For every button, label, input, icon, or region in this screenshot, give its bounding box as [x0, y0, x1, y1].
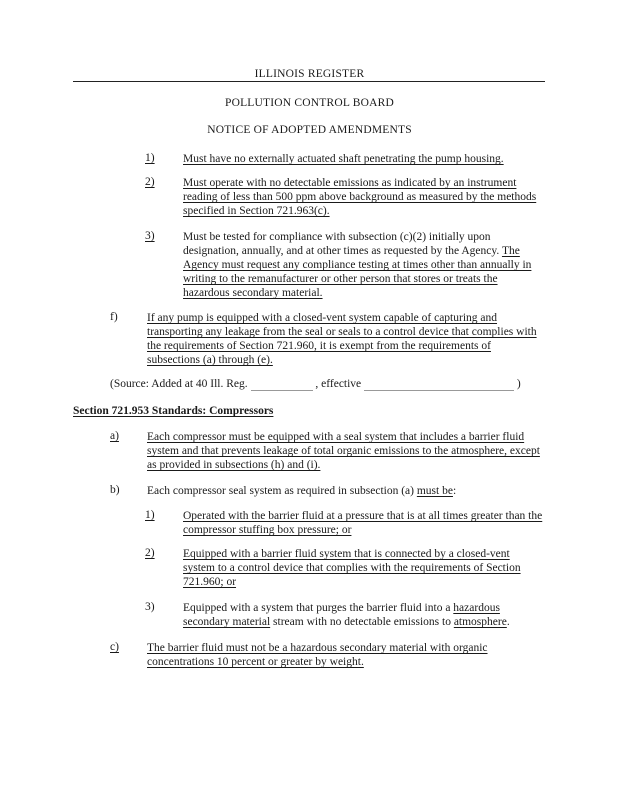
item-b-sub-3-text: Equipped with a system that purges the barrier fluid into a hazardous secondary material stream with no detectable emissions to atmosphere. — [183, 602, 510, 628]
item-b-sub-3-number: 3) — [145, 601, 155, 613]
source-prefix: (Source: Added at 40 Ill. Reg. — [110, 378, 248, 390]
pump-item-3-text — [183, 230, 543, 300]
pump-item-2-text: Must operate with no detectable emissions as indicated by an instrument reading of less than 500 ppm above background as measured by the methods specified in Section 721.963(c). — [183, 177, 537, 217]
pump-item-3-text-underlined: The Agency must request any compliance testing at times other than annually in writing to the remanufacturer or other person that stores or treats the hazardous secondary material. — [183, 245, 532, 299]
source-line — [110, 377, 550, 391]
item-c-number: c) — [110, 641, 119, 653]
register-title: ILLINOIS REGISTER — [254, 68, 365, 80]
pump-item-3-number: 3) — [145, 230, 155, 242]
pump-item-1-text: Must have no externally actuated shaft penetrating the pump housing. — [183, 153, 504, 165]
header-rule — [73, 81, 545, 82]
item-b-text: Each compressor seal system as required in subsection (a) must be: — [147, 485, 457, 497]
item-b-number: b) — [110, 484, 120, 496]
item-b-sub-1-number: 1) — [145, 509, 155, 521]
item-b-sub-2-number: 2) — [145, 547, 155, 559]
item-a-number: a) — [110, 430, 119, 442]
item-f-number: f) — [110, 311, 118, 323]
item-c-text: The barrier fluid must not be a hazardous secondary material with organic concentrations 10 percent or greater by weight. — [147, 642, 488, 668]
item-b-sub-1-text: Operated with the barrier fluid at a pressure that is at all times greater than the compressor stuffing box pressure; or — [183, 510, 543, 536]
section-heading: Section 721.953 Standards: Compressors — [73, 405, 274, 417]
pump-item-2-number: 2) — [145, 176, 155, 188]
item-a-text: Each compressor must be equipped with a seal system that includes a barrier fluid system and that prevents leakage of total organic emissions to the atmosphere, except as provided in subsections (h) and (i). — [147, 431, 540, 471]
board-title: POLLUTION CONTROL BOARD — [224, 97, 394, 109]
source-date-blank — [364, 379, 514, 391]
source-suffix: ) — [516, 378, 521, 390]
source-mid: , effective — [315, 378, 362, 390]
pump-item-1-number: 1) — [145, 152, 155, 164]
item-b-sub-2-text: Equipped with a barrier fluid system that is connected by a closed-vent system to a control device that complies with the requirements of Section 721.960; or — [183, 548, 521, 588]
item-f-text: If any pump is equipped with a closed-vent system capable of capturing and transporting any leakage from the seal or seals to a control device that complies with the requirements of Section 721.960, it is exempt from the requirements of subsections (a) through (e). — [147, 312, 537, 366]
item-b-sub-3-underlined-2: atmosphere — [453, 616, 507, 628]
item-b-must-be: must be — [416, 485, 453, 497]
notice-title: NOTICE OF ADOPTED AMENDMENTS — [207, 124, 412, 136]
source-volume-blank — [251, 379, 313, 391]
item-b-sub-3-underlined-1: hazardous secondary material — [183, 602, 500, 628]
pump-item-3-text-plain: Must be tested for compliance with subsection (c)(2) initially upon designation, annually, and at other times as requested by the Agency. — [183, 231, 500, 257]
